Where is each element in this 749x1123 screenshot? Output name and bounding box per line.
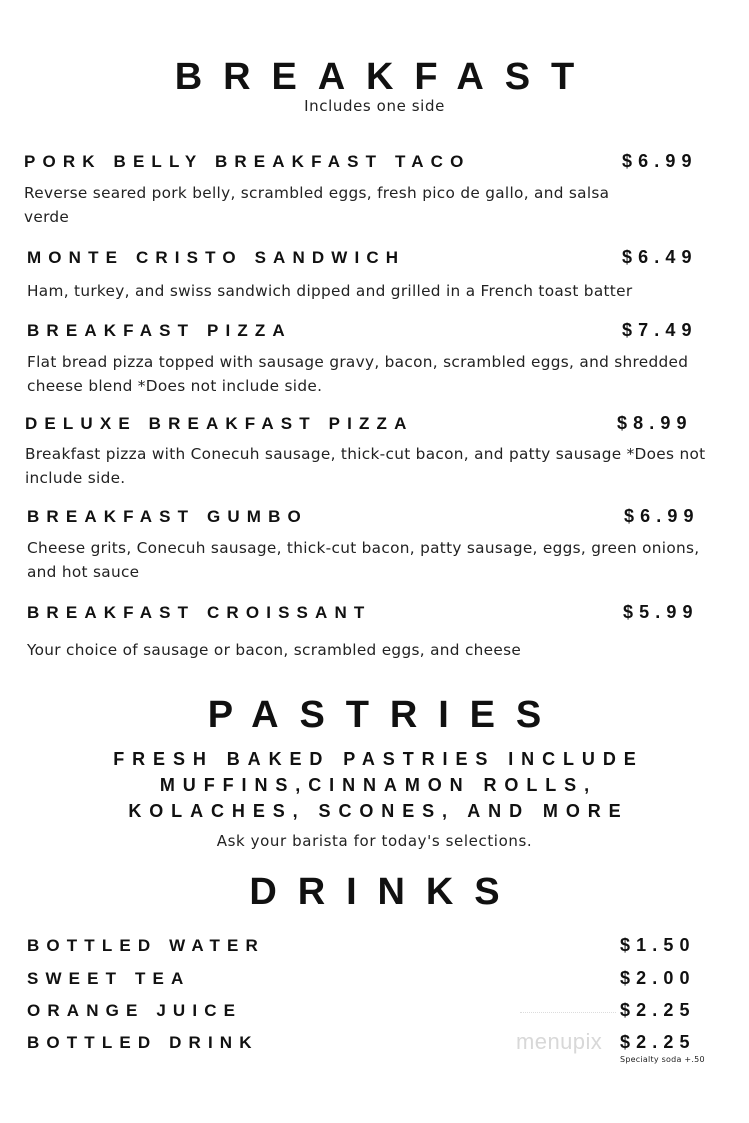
menu-item-price: $6.99 [622, 151, 698, 171]
menu-item-name: PORK BELLY BREAKFAST TACO [24, 152, 471, 171]
breakfast-title: BREAKFAST [174, 56, 596, 98]
pastries-title: PASTRIES [207, 694, 563, 736]
pastries-note: Ask your barista for today's selections. [216, 832, 533, 850]
menu-item-name: BREAKFAST GUMBO [27, 507, 308, 526]
watermark-divider [520, 1012, 616, 1013]
pastries-line: FRESH BAKED PASTRIES INCLUDE [113, 749, 644, 769]
pastries-line: KOLACHES, SCONES, AND MORE [128, 801, 629, 821]
drink-item-name: SWEET TEA [27, 969, 191, 988]
menu-item-price: $7.49 [622, 320, 698, 340]
menu-item-name: BREAKFAST PIZZA [27, 321, 292, 340]
menu-item-name: MONTE CRISTO SANDWICH [27, 248, 406, 267]
drink-item-name: ORANGE JUICE [27, 1001, 243, 1020]
menu-item-price: $8.99 [617, 413, 693, 433]
drinks-title: DRINKS [249, 871, 521, 913]
drink-item-price: $2.25 [620, 1032, 696, 1052]
drink-item-price: $1.50 [620, 935, 696, 955]
drink-item-price: $2.00 [620, 968, 696, 988]
menu-item-description: Breakfast pizza with Conecuh sausage, thick-cut bacon, and patty sausage *Does not include side. [25, 445, 706, 487]
drink-item-price: $2.25 [620, 1000, 696, 1020]
drinks-footnote: Specialty soda +.50 [620, 1055, 705, 1064]
menu-item-price: $5.99 [623, 602, 699, 622]
menu-item-description: Ham, turkey, and swiss sandwich dipped and grilled in a French toast batter [27, 282, 633, 300]
breakfast-subtitle: Includes one side [304, 97, 445, 115]
menu-item-description: Reverse seared pork belly, scrambled eggs, fresh pico de gallo, and salsa verde [24, 184, 610, 226]
menu-item-name: BREAKFAST CROISSANT [27, 603, 372, 622]
pastries-line: MUFFINS,CINNAMON ROLLS, [159, 775, 598, 795]
drink-item-name: BOTTLED DRINK [27, 1033, 259, 1052]
menu-item-description: Your choice of sausage or bacon, scrambled eggs, and cheese [27, 641, 522, 659]
menu-item-price: $6.99 [624, 506, 700, 526]
menu-item-description: Flat bread pizza topped with sausage gravy, bacon, scrambled eggs, and shredded cheese blend *Does not include side. [27, 353, 689, 395]
menu-item-price: $6.49 [622, 247, 698, 267]
watermark-logo: menupix [516, 1029, 603, 1054]
drink-item-name: BOTTLED WATER [27, 936, 265, 955]
menu-item-name: DELUXE BREAKFAST PIZZA [25, 414, 414, 433]
menu-item-description: Cheese grits, Conecuh sausage, thick-cut bacon, patty sausage, eggs, green onions, and hot sauce [27, 539, 700, 581]
